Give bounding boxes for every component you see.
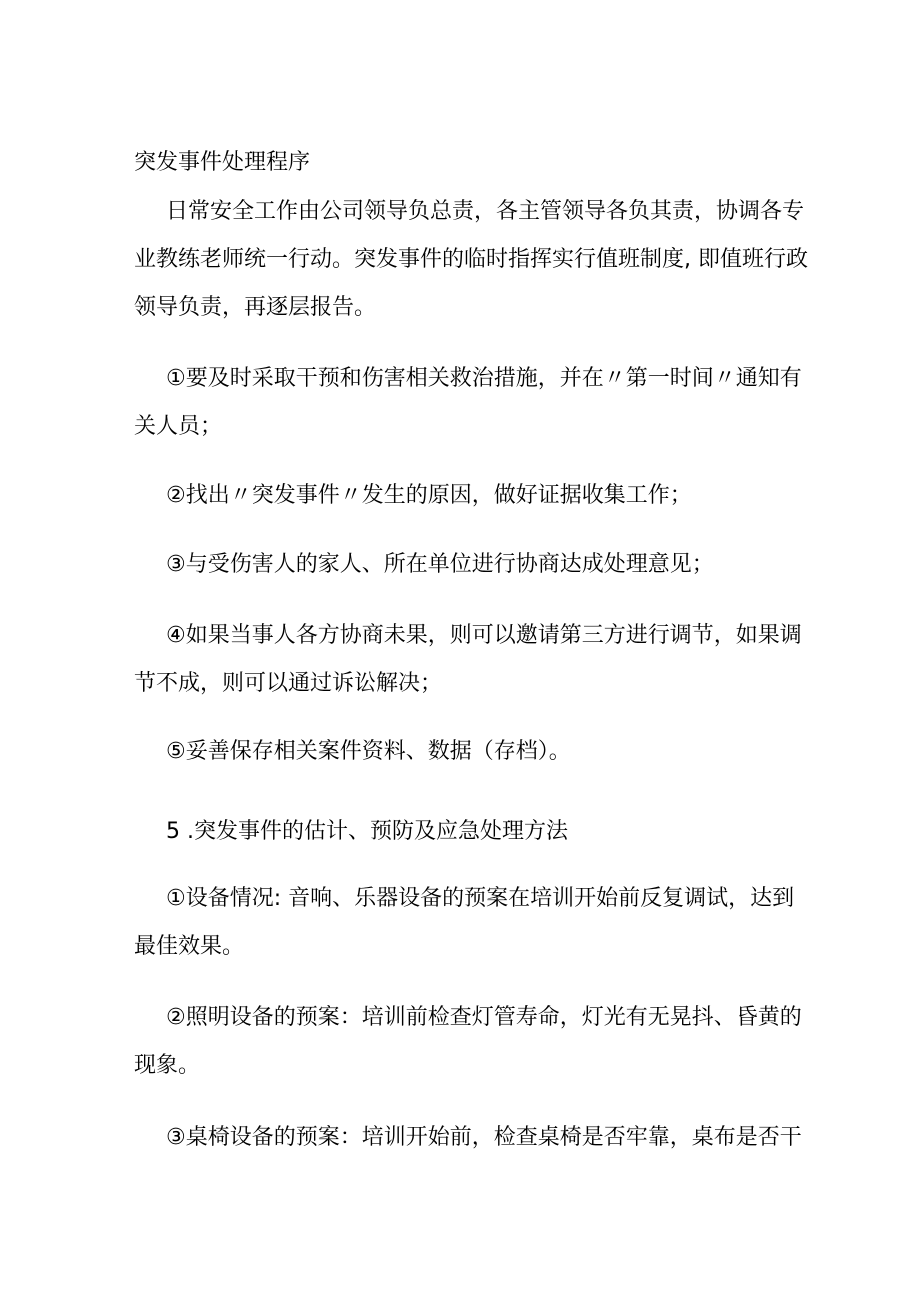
step-line: ④如果当事人各方协商未果，则可以邀请第三方进行调节，如果调 [166, 623, 802, 648]
section-item-line: 最佳效果。 [134, 934, 245, 959]
step-line: 关人员； [134, 414, 223, 439]
intro-line: 业教练老师统一行动。突发事件的临时指挥实行值班制度, 即值班行政 [134, 247, 808, 272]
step-line: ②找出〃突发事件〃发生的原因，做好证据收集工作； [166, 483, 692, 508]
document-title: 突发事件处理程序 [134, 150, 311, 175]
step-line: ①要及时采取干预和伤害相关救治措施，并在〃第一时间〃通知有 [166, 366, 802, 391]
section-heading: 5 .突发事件的估计、预防及应急处理方法 [166, 819, 568, 844]
step-line: 节不成，则可以通过诉讼解决； [134, 671, 443, 696]
section-item-line: 现象。 [134, 1053, 201, 1078]
section-item-line: ②照明设备的预案：培训前检查灯管寿命，灯光有无晃抖、昏黄的 [166, 1005, 802, 1030]
intro-line: 领导负责，再逐层报告。 [134, 295, 377, 320]
step-line: ③与受伤害人的家人、所在单位进行协商达成处理意见； [166, 552, 714, 577]
intro-line: 日常安全工作由公司领导负总责，各主管领导各负其责，协调各专 [166, 199, 805, 224]
section-item-line: ③桌椅设备的预案：培训开始前，检查桌椅是否牢靠，桌布是否干 [166, 1125, 802, 1150]
section-item-line: ①设备情况: 音响、乐器设备的预案在培训开始前反复调试，达到 [166, 886, 795, 911]
step-line: ⑤妥善保存相关案件资料、数据（存档）。 [166, 739, 571, 764]
